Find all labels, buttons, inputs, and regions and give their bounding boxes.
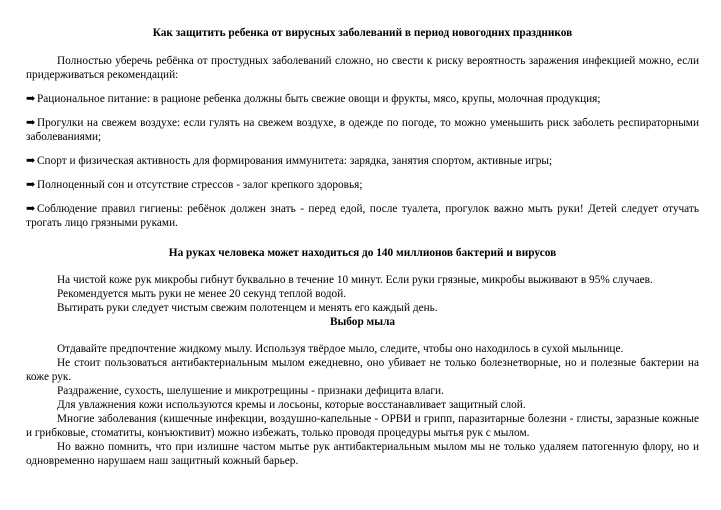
bacteria-section xyxy=(26,273,699,315)
arrow-right-icon: ➡ xyxy=(26,93,36,105)
soap-line: Но важно помнить, что при излишне частом мытье рук антибактериальным мылом мы не только удаляем патогенную флору, но и одновременно нарушаем наш защитный кожный барьер. xyxy=(26,441,699,467)
soap-section xyxy=(26,342,699,468)
arrow-right-icon: ➡ xyxy=(26,179,36,191)
intro-paragraph: Полностью уберечь ребёнка от простудных заболеваний сложно, но свести к риску вероятность заражения инфекцией можно, если придерживаться рекомендаций: xyxy=(26,55,699,81)
arrow-right-icon: ➡ xyxy=(26,117,36,129)
bacteria-line: На чистой коже рук микробы гибнут буквально в течение 10 минут. Если руки грязные, микробы выживают в 95% случаев. xyxy=(57,274,653,286)
soap-line: Раздражение, сухость, шелушение и микротрещины - признаки дефицита влаги. xyxy=(57,385,444,397)
recommendations-list xyxy=(26,92,699,230)
list-item xyxy=(26,92,699,106)
soap-line: Многие заболевания (кишечные инфекции, воздушно-капельные - ОРВИ и грипп, паразитарные болезни - глисты, заразные кожные и грибковые, стоматиты, конъюктивит) можно избежать, только проводя процедуры мытья рук с мылом. xyxy=(26,413,699,439)
section-heading-bacteria: На руках человека может находиться до 140 миллионов бактерий и вирусов xyxy=(168,247,557,259)
arrow-right-icon: ➡ xyxy=(26,155,36,167)
list-item xyxy=(26,178,699,192)
list-item-text: Рациональное питание: в рационе ребенка должны быть свежие овощи и фрукты, мясо, крупы, молочная продукция; xyxy=(37,93,601,105)
section-heading-soap: Выбор мыла xyxy=(329,316,396,328)
list-item-text: Прогулки на свежем воздухе: если гулять на свежем воздухе, в одежде по погоде, то можно уменьшить риск заболеть респираторными заболеваниями; xyxy=(26,117,699,143)
list-item xyxy=(26,154,699,168)
page-title: Как защитить ребенка от вирусных заболеваний в период новогодних праздников xyxy=(152,27,573,39)
list-item-text: Спорт и физическая активность для формирования иммунитета: зарядка, занятия спортом, активные игры; xyxy=(37,155,553,167)
soap-line: Отдавайте предпочтение жидкому мылу. Используя твёрдое мыло, следите, чтобы оно находилось в сухой мыльнице. xyxy=(57,343,624,355)
soap-line: Не стоит пользоваться антибактериальным мылом ежедневно, оно убивает не только болезнетворные, но и полезные бактерии на коже рук. xyxy=(26,357,699,383)
list-item-text: Соблюдение правил гигиены: ребёнок должен знать - перед едой, после туалета, прогулок важно мыть руки! Детей следует отучать трогать лицо грязными руками. xyxy=(26,203,699,229)
soap-line: Для увлажнения кожи используются кремы и лосьоны, которые восстанавливает защитный слой. xyxy=(57,399,526,411)
arrow-right-icon: ➡ xyxy=(26,203,36,215)
bacteria-line: Рекомендуется мыть руки не менее 20 секунд теплой водой. xyxy=(57,288,347,300)
list-item-text: Полноценный сон и отсутствие стрессов - залог крепкого здоровья; xyxy=(37,179,363,191)
list-item xyxy=(26,116,699,144)
bacteria-line: Вытирать руки следует чистым свежим полотенцем и менять его каждый день. xyxy=(57,302,438,314)
list-item xyxy=(26,202,699,230)
